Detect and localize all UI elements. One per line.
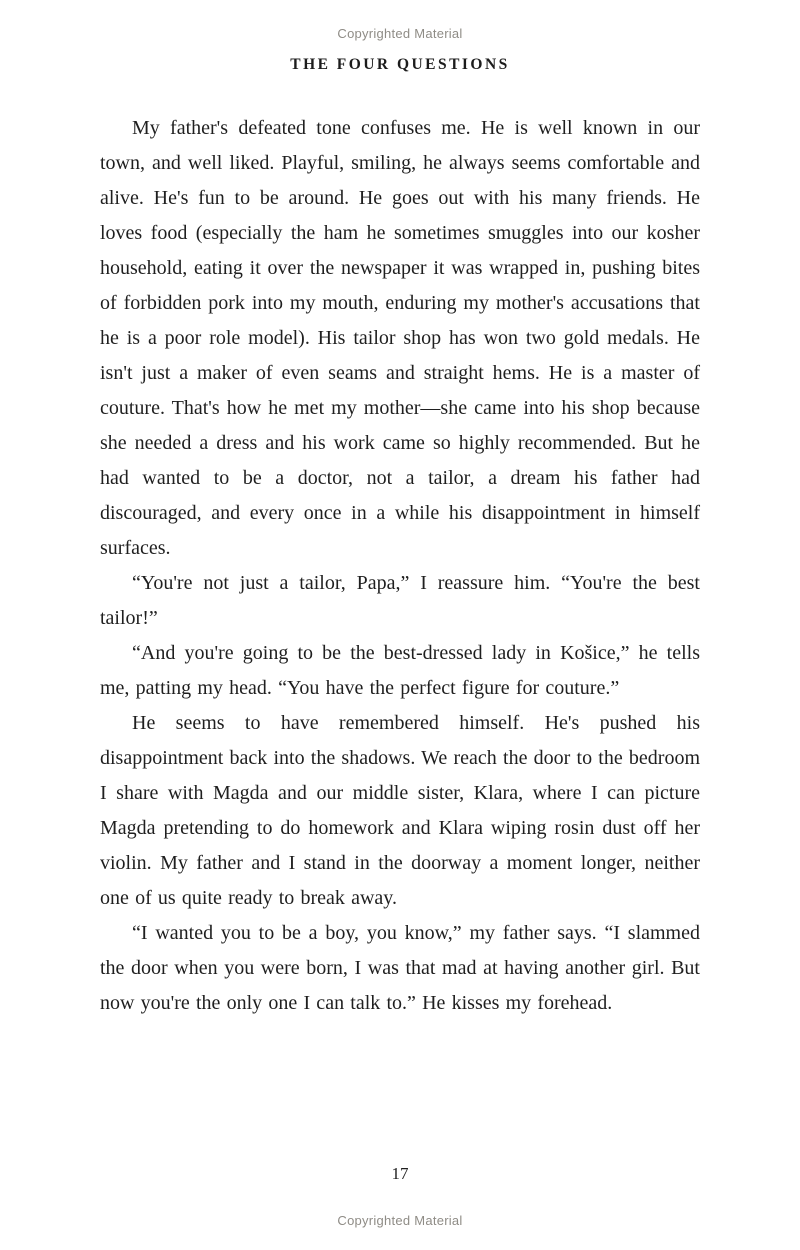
- body-text: [0, 111, 800, 1021]
- copyright-notice-bottom: Copyrighted Material: [337, 1213, 463, 1228]
- paragraph: “You're not just a tailor, Papa,” I reassure him. “You're the best tailor!”: [100, 572, 700, 629]
- paragraph: My father's defeated tone confuses me. He is well known in our town, and well liked. Playful, smiling, he always seems comfortable and alive. He's fun to be around. He goes out with his many friends. He loves food (especially the ham he sometimes smuggles into our kosher household, eating it over the newspaper it was wrapped in, pushing bites of forbidden pork into my mouth, enduring my mother's accusations that he is a poor role model). His tailor shop has won two gold medals. He isn't just a maker of even seams and straight hems. He is a master of couture. That's how he met my mother—she came into his shop because she needed a dress and his work came so highly recommended. But he had wanted to be a doctor, not a tailor, a dream his father had discouraged, and every once in a while his disappointment in himself surfaces.: [100, 117, 700, 559]
- paragraph: “I wanted you to be a boy, you know,” my father says. “I slammed the door when you were born, I was that mad at having another girl. But now you're the only one I can talk to.” He kisses my forehead.: [100, 922, 700, 1014]
- copyright-notice-top: Copyrighted Material: [337, 26, 463, 41]
- paragraph: “And you're going to be the best-dressed lady in Košice,” he tells me, patting my head. “You have the perfect figure for couture.”: [100, 642, 700, 699]
- page-number: 17: [391, 1164, 409, 1183]
- chapter-running-head: THE FOUR QUESTIONS: [290, 56, 510, 73]
- paragraph: He seems to have remembered himself. He's pushed his disappointment back into the shadows. We reach the door to the bedroom I share with Magda and our middle sister, Klara, where I can picture Magda pretending to do homework and Klara wiping rosin dust off her violin. My father and I stand in the doorway a moment longer, neither one of us quite ready to break away.: [100, 712, 700, 909]
